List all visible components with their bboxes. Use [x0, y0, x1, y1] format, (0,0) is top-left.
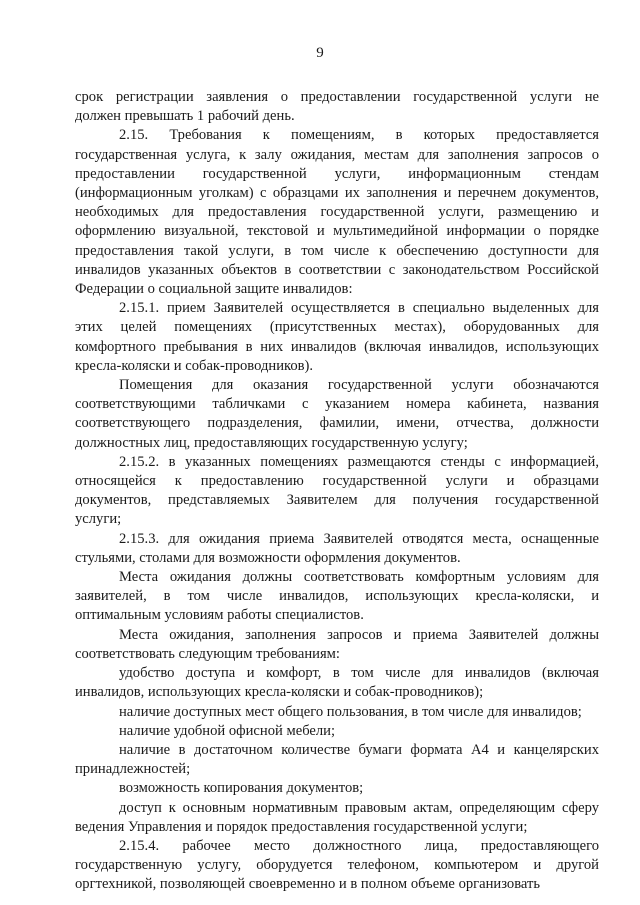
- paragraph: [75, 626, 599, 664]
- text-line: должностных лиц, предоставляющих государственную услугу;: [75, 434, 468, 451]
- document-body: [75, 88, 599, 895]
- text-line: относящейся к предоставлению государственной услуги и образцами: [75, 473, 599, 490]
- text-line: должен превышать 1 рабочий день.: [75, 108, 295, 125]
- text-line: срок регистрации заявления о предоставлении государственной услуги не: [75, 89, 599, 105]
- text-line: инвалидов, использующих кресла-коляски и собак-проводников);: [75, 684, 484, 701]
- text-line: заявителей, в том числе инвалидов, использующих кресла-коляски, и: [75, 588, 599, 605]
- paragraph: [75, 837, 599, 895]
- text-line: предоставлении государственной услуги, информационным стендам: [75, 165, 599, 182]
- text-line: кресла-коляски и собак-проводников).: [75, 357, 314, 374]
- text-line: документов, представляемых Заявителем для получения государственной: [75, 492, 599, 509]
- text-line: инвалидов указанных объектов в соответствии с законодательством Российской: [75, 261, 599, 278]
- text-line: государственную услугу, оборудуется телефоном, компьютером и другой: [75, 857, 599, 874]
- text-line: оргтехникой, позволяющей своевременно и в полном объеме организовать: [75, 876, 541, 893]
- paragraph: [75, 88, 599, 126]
- paragraph: [75, 126, 599, 299]
- text-line: необходимых для предоставления государственной услуги, размещению и: [75, 204, 599, 221]
- paragraph: [75, 453, 599, 530]
- text-line: Места ожидания должны соответствовать комфортным условиям для: [119, 569, 599, 586]
- paragraph: [75, 376, 599, 453]
- text-line: 2.15.4. рабочее место должностного лица, предоставляющего: [119, 837, 599, 854]
- text-line: Федерации о социальной защите инвалидов:: [75, 281, 353, 298]
- text-line: услуги;: [75, 511, 122, 528]
- text-line: наличие доступных мест общего пользования, в том числе для инвалидов;: [119, 703, 582, 720]
- paragraph: [75, 568, 599, 626]
- paragraph: [75, 299, 599, 376]
- text-line: Помещения для оказания государственной услуги обозначаются: [119, 377, 599, 394]
- text-line: наличие в достаточном количестве бумаги формата А4 и канцелярских: [119, 741, 599, 758]
- paragraph: [75, 741, 599, 779]
- text-line: комфортного пребывания в них инвалидов (включая инвалидов, использующих: [75, 338, 599, 355]
- text-line: 2.15.1. прием Заявителей осуществляется в специально выделенных для: [119, 300, 599, 317]
- page-number: 9: [316, 45, 324, 61]
- text-line: удобство доступа и комфорт, в том числе для инвалидов (включая: [119, 665, 599, 682]
- text-line: оформлению визуальной, текстовой и мультимедийной информации о порядке: [75, 223, 599, 240]
- text-line: возможность копирования документов;: [119, 780, 364, 797]
- text-line: 2.15.3. для ожидания приема Заявителей отводятся места, оснащенные: [119, 530, 599, 547]
- paragraph: [75, 530, 599, 568]
- text-line: этих целей помещениях (присутственных местах), оборудованных для: [75, 319, 599, 336]
- text-line: принадлежностей;: [75, 761, 191, 778]
- text-line: 2.15. Требования к помещениям, в которых предоставляется: [119, 127, 599, 144]
- paragraph: [75, 799, 599, 837]
- text-line: Места ожидания, заполнения запросов и приема Заявителей должны: [119, 626, 599, 643]
- text-line: оптимальным условиям работы специалистов.: [75, 607, 364, 624]
- paragraph: [75, 779, 599, 798]
- text-line: ведения Управления и порядок предоставления государственной услуги;: [75, 818, 528, 835]
- text-line: соответствующими табличками с указанием номера кабинета, названия: [75, 396, 599, 413]
- text-line: соответствовать следующим требованиям:: [75, 645, 340, 662]
- paragraph: [75, 664, 599, 702]
- paragraph: [75, 703, 599, 722]
- text-line: (информационным уголкам) с образцами их заполнения и перечнем документов,: [75, 185, 599, 202]
- paragraph: [75, 722, 599, 741]
- text-line: предоставления такой услуги, в том числе к обеспечению доступности для: [75, 242, 599, 259]
- text-line: 2.15.2. в указанных помещениях размещаются стенды с информацией,: [119, 453, 599, 470]
- text-line: стульями, столами для возможности оформления документов.: [75, 549, 461, 566]
- text-line: доступ к основным нормативным правовым актам, определяющим сферу: [119, 799, 599, 816]
- text-line: наличие удобной офисной мебели;: [119, 722, 336, 739]
- text-line: соответствующего подразделения, фамилии, имени, отчества, должности: [75, 415, 599, 432]
- text-line: государственная услуга, к залу ожидания, местам для заполнения запросов о: [75, 146, 599, 163]
